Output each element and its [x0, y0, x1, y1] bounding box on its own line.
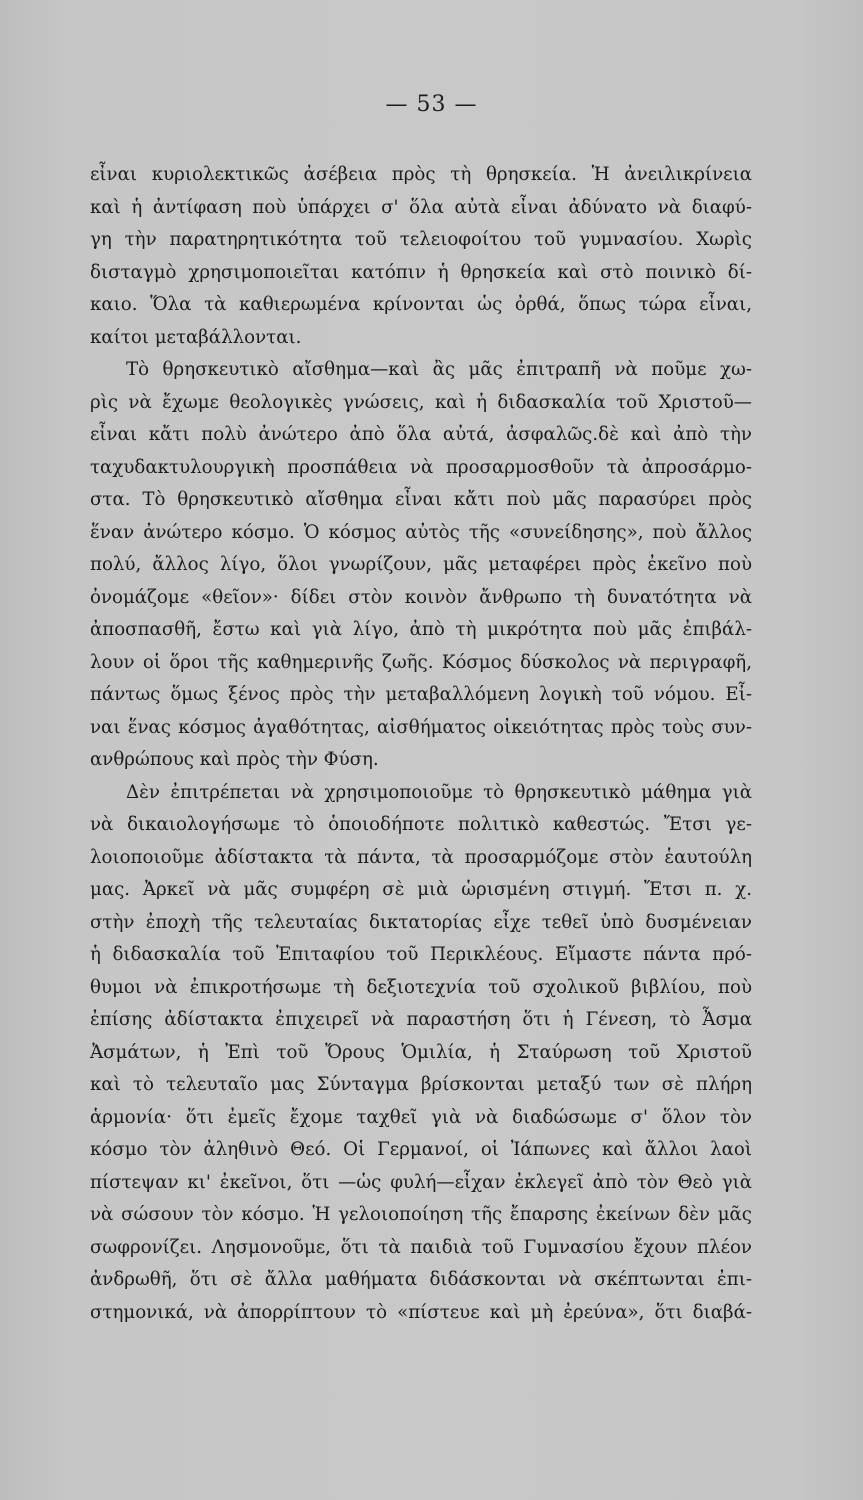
text-line: σωφρονίζει. Λησμονοῦμε, ὅτι τὰ παιδιὰ τοῦ Γυμνασίου ἔχουν πλέον: [90, 1236, 752, 1258]
paragraph-first-line: Δὲν ἐπιτρέπεται νὰ χρησιμοποιοῦμε τὸ θρησκευτικὸ μάθημα γιὰ: [126, 781, 752, 803]
text-line: καὶ τὸ τελευταῖο μας Σύνταγμα βρίσκονται μεταξύ των σὲ πλήρη: [90, 1074, 752, 1095]
text-line: ανθρώπους καὶ πρὸς τὴν Φύση.: [90, 749, 379, 770]
paragraph-first-line: Τὸ θρησκευτικὸ αἴσθημα—καὶ ἂς μᾶς ἐπιτραπῆ νὰ ποῦμε χω-: [126, 359, 752, 380]
page-number: — 53 —: [385, 92, 478, 117]
text-line: πίστεψαν κι' ἐκεῖνοι, ὅτι —ὡς φυλή—εἶχαν ἐκλεγεῖ ἀπὸ τὸν Θεὸ γιὰ: [90, 1171, 752, 1193]
text-line: ἁρμονία· ὅτι ἐμεῖς ἔχομε ταχθεῖ γιὰ νὰ διαδώσωμε σ' ὅλον τὸν: [90, 1106, 752, 1128]
text-line: στὴν ἐποχὴ τῆς τελευταίας δικτατορίας εἶχε τεθεῖ ὑπὸ δυσμένειαν: [90, 911, 752, 933]
text-line: λουν οἱ ὅροι τῆς καθημερινῆς ζωῆς. Κόσμος δύσκολος νὰ περιγραφῆ,: [90, 651, 752, 673]
text-line: καίτοι μεταβάλλονται.: [90, 326, 302, 348]
page-body-text: [90, 159, 752, 1329]
text-line: καιο. Ὅλα τὰ καθιερωμένα κρίνονται ὡς ὀρθά, ὅπως τώρα εἶναι,: [90, 294, 752, 315]
text-line: μας. Ἀρκεῖ νὰ μᾶς συμφέρη σὲ μιὰ ὡρισμένη στιγμή. Ἔτσι π. χ.: [90, 879, 752, 900]
text-line: ἀνδρωθῆ, ὅτι σὲ ἄλλα μαθήματα διδάσκονται νὰ σκέπτωνται ἐπι-: [90, 1269, 752, 1290]
text-line: ἡ διδασκαλία τοῦ Ἐπιταφίου τοῦ Περικλέους. Εἴμαστε πάντα πρό-: [90, 944, 752, 965]
text-line: νὰ σώσουν τὸν κόσμο. Ἡ γελοιοποίηση τῆς ἔπαρσης ἐκείνων δὲν μᾶς: [90, 1204, 752, 1225]
text-line: γη τὴν παρατηρητικότητα τοῦ τελειοφοίτου τοῦ γυμνασίου. Χωρὶς: [90, 229, 752, 250]
text-line: εἶναι κἄτι πολὺ ἀνώτερο ἀπὸ ὅλα αὐτά, ἀσφαλῶς.δὲ καὶ ἀπὸ τὴν: [90, 424, 752, 445]
text-line: νὰ δικαιολογήσωμε τὸ ὁποιοδήποτε πολιτικὸ καθεστώς. Ἔτσι γε-: [90, 814, 752, 835]
text-line: θυμοι νὰ ἐπικροτήσωμε τὴ δεξιοτεχνία τοῦ σχολικοῦ βιβλίου, ποὺ: [90, 976, 752, 998]
text-line: ρὶς νὰ ἔχωμε θεολογικὲς γνώσεις, καὶ ἡ διδασκαλία τοῦ Χριστοῦ—: [90, 391, 752, 413]
text-line: κόσμο τὸν ἀληθινὸ Θεό. Οἱ Γερμανοί, οἱ Ἰάπωνες καὶ ἄλλοι λαοὶ: [90, 1139, 752, 1160]
text-line: ὀνομάζομε «θεῖον»· δίδει στὸν κοινὸν ἄνθρωπο τὴ δυνατότητα νὰ: [90, 586, 752, 608]
text-line: πάντως ὅμως ξένος πρὸς τὴν μεταβαλλόμενη λογικὴ τοῦ νόμου. Εἶ-: [90, 684, 752, 705]
text-line: ἕναν ἀνώτερο κόσμο. Ὁ κόσμος αὐτὸς τῆς «συνείδησης», ποὺ ἄλλος: [90, 521, 752, 543]
text-line: εἶναι κυριολεκτικῶς ἀσέβεια πρὸς τὴ θρησκεία. Ἡ ἀνειλικρίνεια: [90, 164, 752, 185]
text-line: δισταγμὸ χρησιμοποιεῖται κατόπιν ἡ θρησκεία καὶ στὸ ποινικὸ δί-: [90, 261, 752, 283]
text-line: ἀποσπασθῆ, ἔστω καὶ γιὰ λίγο, ἀπὸ τὴ μικρότητα ποὺ μᾶς ἐπιβάλ-: [90, 619, 752, 640]
text-line: στα. Τὸ θρησκευτικὸ αἴσθημα εἶναι κἄτι ποὺ μᾶς παρασύρει πρὸς: [90, 489, 752, 510]
text-line: ναι ἕνας κόσμος ἀγαθότητας, αἰσθήματος οἰκειότητας πρὸς τοὺς συν-: [90, 716, 752, 738]
text-line: Ἀσμάτων, ἡ Ἐπὶ τοῦ Ὄρους Ὁμιλία, ἡ Σταύρωση τοῦ Χριστοῦ: [90, 1041, 752, 1063]
text-line: ταχυδακτυλουργικὴ προσπάθεια νὰ προσαρμοσθοῦν τὰ ἀπροσάρμο-: [90, 456, 752, 478]
text-line: ἐπίσης ἀδίστακτα ἐπιχειρεῖ νὰ παραστήση ὅτι ἡ Γένεση, τὸ Ἆσμα: [90, 1009, 752, 1030]
text-line: πολύ, ἄλλος λίγο, ὅλοι γνωρίζουν, μᾶς μεταφέρει πρὸς ἐκεῖνο ποὺ: [90, 554, 752, 575]
text-line: καὶ ἡ ἀντίφαση ποὺ ὑπάρχει σ' ὅλα αὐτὰ εἶναι ἀδύνατο νὰ διαφύ-: [90, 196, 752, 218]
text-line: στημονικά, νὰ ἀπορρίπτουν τὸ «πίστευε καὶ μὴ ἐρεύνα», ὅτι διαβά-: [90, 1301, 752, 1323]
text-line: λοιοποιοῦμε ἀδίστακτα τὰ πάντα, τὰ προσαρμόζομε στὸν ἑαυτούλη: [90, 846, 752, 868]
